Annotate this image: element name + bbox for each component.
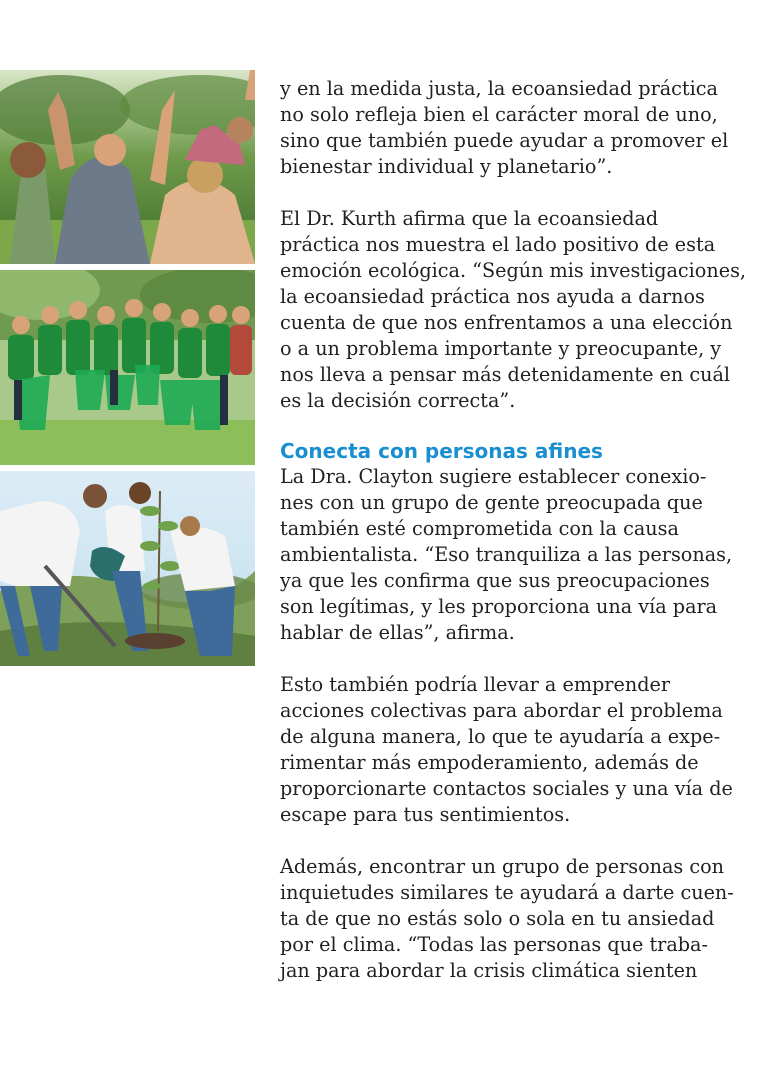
text-line: ya que les confirma que sus preocupaciones xyxy=(280,569,710,592)
text-line: práctica nos muestra el lado positivo de esta xyxy=(280,233,716,256)
text-line: la ecoansiedad práctica nos ayuda a darnos xyxy=(280,285,705,308)
text-line: escape para tus sentimientos. xyxy=(280,803,571,826)
paragraph-1 xyxy=(280,76,730,180)
text-line: es la decisión correcta”. xyxy=(280,389,516,412)
text-line: ambientalista. “Eso tranquiliza a las personas, xyxy=(280,543,733,566)
paragraph-4 xyxy=(280,672,733,828)
text-line: Esto también podría llevar a emprender xyxy=(280,673,670,696)
text-line: rimentar más empoderamiento, además de xyxy=(280,751,699,774)
text-line: inquietudes similares te ayudará a darte cuen- xyxy=(280,881,734,904)
text-line: El Dr. Kurth afirma que la ecoansiedad xyxy=(280,207,659,230)
text-line: La Dra. Clayton sugiere establecer conexio- xyxy=(280,465,707,488)
paragraph-5 xyxy=(280,854,734,984)
text-line: por el clima. “Todas las personas que traba- xyxy=(280,933,708,956)
text-line: de alguna manera, lo que te ayudaría a expe- xyxy=(280,725,721,748)
text-line: nes con un grupo de gente preocupada que xyxy=(280,491,703,514)
text-line: cuenta de que nos enfrentamos a una elección xyxy=(280,311,733,334)
text-line: hablar de ellas”, afirma. xyxy=(280,621,515,644)
text-line: sino que también puede ayudar a promover el xyxy=(280,129,729,152)
text-line: no solo refleja bien el carácter moral de uno, xyxy=(280,103,718,126)
paragraph-2 xyxy=(280,206,747,414)
article-body xyxy=(280,76,747,984)
text-line: bienestar individual y planetario”. xyxy=(280,155,613,178)
text-line: nos lleva a pensar más detenidamente en cuál xyxy=(280,363,731,386)
people-high-five-photo xyxy=(0,70,255,264)
text-line: proporcionarte contactos sociales y una vía de xyxy=(280,777,733,800)
text-line: ta de que no estás solo o sola en tu ansiedad xyxy=(280,907,715,930)
text-line: y en la medida justa, la ecoansiedad práctica xyxy=(280,77,718,100)
text-line: emoción ecológica. “Según mis investigaciones, xyxy=(280,259,747,282)
text-line: también esté comprometida con la causa xyxy=(280,517,679,540)
text-line: o a un problema importante y preocupante, y xyxy=(280,337,722,360)
volunteers-tree-planting-photo xyxy=(0,471,255,666)
text-line: jan para abordar la crisis climática sienten xyxy=(280,959,698,982)
paragraph-3 xyxy=(280,464,733,646)
text-line: Además, encontrar un grupo de personas con xyxy=(280,855,725,878)
section-heading: Conecta con personas afines xyxy=(280,439,603,463)
text-line: acciones colectivas para abordar el problema xyxy=(280,699,723,722)
text-line: son legítimas, y les proporciona una vía para xyxy=(280,595,718,618)
volunteers-cleanup-photo xyxy=(0,270,255,465)
